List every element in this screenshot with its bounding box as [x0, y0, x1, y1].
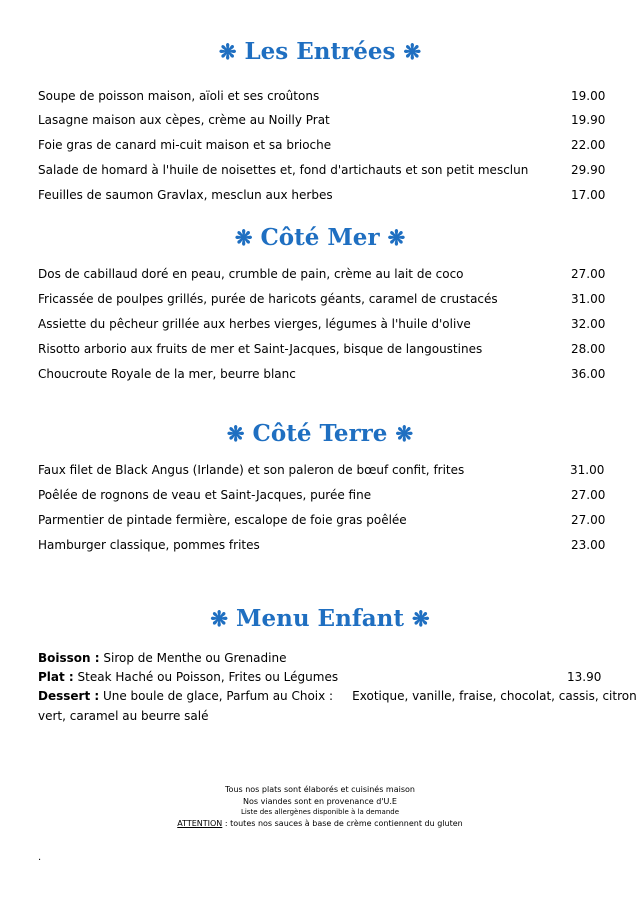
menu-item-price: 27.00 — [571, 488, 606, 502]
menu-item-price: 27.00 — [571, 267, 606, 281]
menu-item-name: Fricassée de poulpes grillés, purée de haricots géants, caramel de crustacés — [38, 292, 498, 306]
section-title-terre — [0, 420, 640, 447]
snowflake-icon: ❋ — [411, 606, 430, 631]
menu-item-price: 19.90 — [571, 113, 606, 127]
kids-dessert-text: Une boule de glace, Parfum au Choix : Exotique, vanille, fraise, chocolat, cassis, citron — [99, 689, 637, 703]
kids-dessert-line — [38, 689, 637, 703]
menu-item-name: Dos de cabillaud doré en peau, crumble de pain, crème au lait de coco — [38, 267, 464, 281]
menu-item-name: Soupe de poisson maison, aïoli et ses croûtons — [38, 89, 320, 103]
section-title-text: Côté Mer — [260, 224, 380, 251]
section-title-entrees — [0, 38, 640, 65]
menu-item-name: Assiette du pêcheur grillée aux herbes vierges, légumes à l'huile d'olive — [38, 317, 471, 331]
kids-boisson-label: Boisson : — [38, 651, 100, 665]
kids-plat-text: Steak Haché ou Poisson, Frites ou Légumes — [73, 670, 339, 684]
menu-item-name: Foie gras de canard mi-cuit maison et sa brioche — [38, 138, 332, 152]
section-title-text: Côté Terre — [252, 420, 388, 447]
menu-item-name: Hamburger classique, pommes frites — [38, 538, 260, 552]
kids-boisson-text: Sirop de Menthe ou Grenadine — [99, 651, 287, 665]
menu-item-price: 23.00 — [571, 538, 606, 552]
attention-label: ATTENTION — [177, 819, 223, 828]
snowflake-icon: ❋ — [234, 225, 253, 250]
menu-item-name: Parmentier de pintade fermière, escalope de foie gras poêlée — [38, 513, 407, 527]
menu-item-price: 31.00 — [571, 292, 606, 306]
menu-item-price: 17.00 — [571, 188, 606, 202]
menu-item-name: Feuilles de saumon Gravlax, mesclun aux herbes — [38, 188, 333, 202]
snowflake-icon: ❋ — [395, 421, 414, 446]
section-title-text: Les Entrées — [244, 38, 396, 65]
kids-dessert-label: Dessert : — [38, 689, 100, 703]
menu-item-price: 31.00 — [570, 463, 605, 477]
kids-plat-label: Plat : — [38, 670, 74, 684]
kids-dessert-line-2: vert, caramel au beurre salé — [38, 709, 209, 723]
menu-item-price: 22.00 — [571, 138, 606, 152]
snowflake-icon: ❋ — [403, 39, 422, 64]
menu-item-name: Faux filet de Black Angus (Irlande) et son paleron de bœuf confit, frites — [38, 463, 465, 477]
menu-item-name: Lasagne maison aux cèpes, crème au Noilly Prat — [38, 113, 330, 127]
section-title-text: Menu Enfant — [236, 605, 404, 632]
footer-attention — [0, 818, 640, 829]
trailing-mark: . — [38, 852, 42, 863]
snowflake-icon: ❋ — [226, 421, 245, 446]
footer-note: Nos viandes sont en provenance d'U.E — [243, 797, 397, 806]
menu-item-name: Risotto arborio aux fruits de mer et Saint-Jacques, bisque de langoustines — [38, 342, 483, 356]
snowflake-icon: ❋ — [218, 39, 237, 64]
menu-item-price: 32.00 — [571, 317, 606, 331]
menu-item-name: Salade de homard à l'huile de noisettes et, fond d'artichauts et son petit mesclun — [38, 163, 529, 177]
menu-item-price: 29.90 — [571, 163, 606, 177]
menu-item-price: 27.00 — [571, 513, 606, 527]
menu-item-name: Choucroute Royale de la mer, beurre blanc — [38, 367, 296, 381]
attention-text: : toutes nos sauces à base de crème contiennent du gluten — [222, 819, 463, 828]
menu-item-price: 19.00 — [571, 89, 606, 103]
section-title-mer — [0, 224, 640, 251]
menu-item-name: Poêlée de rognons de veau et Saint-Jacques, purée fine — [38, 488, 372, 502]
kids-menu-price: 13.90 — [567, 670, 602, 684]
menu-item-price: 36.00 — [571, 367, 606, 381]
menu-item-price: 28.00 — [571, 342, 606, 356]
section-title-enfant — [0, 605, 640, 632]
footer-note: Tous nos plats sont élaborés et cuisinés maison — [225, 785, 415, 794]
kids-plat-line — [38, 670, 338, 684]
snowflake-icon: ❋ — [210, 606, 228, 631]
footer-note: Liste des allergènes disponible à la demande — [240, 808, 400, 816]
kids-boisson-line — [38, 651, 286, 665]
snowflake-icon: ❋ — [387, 225, 406, 250]
